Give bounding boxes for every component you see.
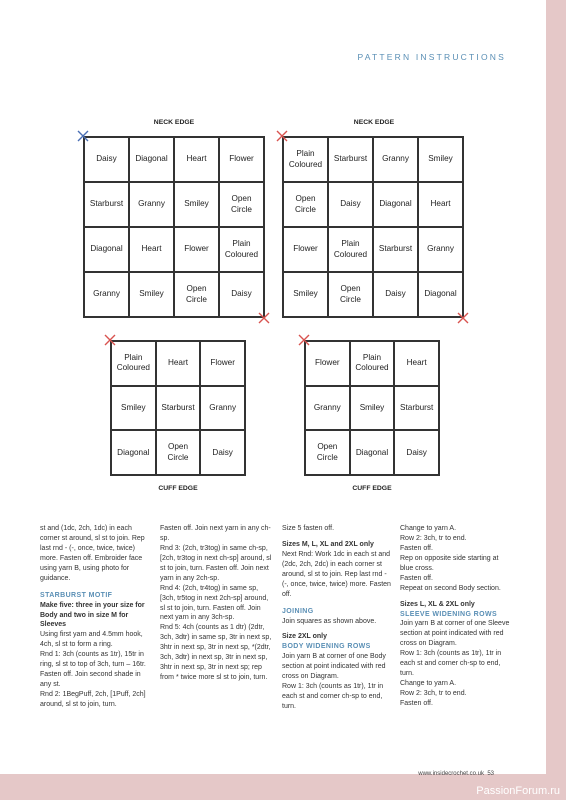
motif-cell: Daisy bbox=[200, 430, 245, 475]
instruction-heading: Make five: three in your size for Body and two in size M for Sleeves bbox=[40, 601, 145, 629]
motif-cell: Flower bbox=[305, 341, 350, 386]
instruction-paragraph: Size 5 fasten off. bbox=[282, 525, 335, 532]
motif-cell: Granny bbox=[418, 227, 463, 272]
instruction-heading: Size 2XL only bbox=[282, 633, 327, 641]
footer-url: www.insidecrochet.co.uk bbox=[418, 771, 484, 777]
motif-cell: Diagonal bbox=[84, 227, 129, 272]
motif-cell: Daisy bbox=[373, 272, 418, 317]
motif-cell: Diagonal bbox=[350, 430, 395, 475]
blue-cross-icon bbox=[77, 130, 89, 142]
section-title: PATTERN INSTRUCTIONS bbox=[357, 52, 506, 62]
instruction-paragraph: Next Rnd: Work 1dc in each st and (2dc, 2ch, 2dc) in each corner st around, sl st to join. Rep last rnd - (-, once, twice, twice) more. Fasten off. bbox=[282, 550, 391, 598]
instruction-heading: JOINING bbox=[282, 607, 314, 615]
instruction-paragraph: Fasten off. bbox=[400, 544, 433, 552]
instruction-paragraph: Join yarn B at corner of one Body section at point indicated with red cross on Diagram. bbox=[282, 653, 386, 681]
instruction-heading: BODY WIDENING ROWS bbox=[282, 643, 371, 651]
left-cuff-edge-label: CUFF EDGE bbox=[158, 485, 198, 492]
right-cuff-edge-label: CUFF EDGE bbox=[352, 485, 392, 492]
motif-cell: Open Circle bbox=[305, 430, 350, 475]
motif-cell: Open Circle bbox=[219, 182, 264, 227]
instruction-paragraph: Rep on opposite side starting at blue cross. bbox=[400, 554, 499, 572]
text-column-4 bbox=[400, 524, 512, 709]
text-column-3 bbox=[282, 524, 394, 712]
right-sleeve-diagram bbox=[304, 340, 440, 476]
left-body-diagram bbox=[83, 136, 265, 318]
motif-cell: Open Circle bbox=[156, 430, 201, 475]
motif-cell: Daisy bbox=[84, 137, 129, 182]
motif-cell: Starburst bbox=[156, 386, 201, 431]
text-column-2 bbox=[160, 524, 272, 683]
left-sleeve-diagram bbox=[110, 340, 246, 476]
motif-cell: Plain Coloured bbox=[328, 227, 373, 272]
page-footer bbox=[418, 771, 494, 777]
instruction-paragraph: Row 1: 3ch (counts as 1tr), 1tr in each st and corner ch-sp to end, turn. bbox=[282, 683, 384, 710]
instruction-paragraph: Change to yarn A. bbox=[400, 680, 457, 688]
motif-cell: Heart bbox=[156, 341, 201, 386]
motif-cell: Heart bbox=[174, 137, 219, 182]
instruction-paragraph: Join yarn B at corner of one Sleeve section at point indicated with red cross on Diagram. bbox=[400, 620, 510, 648]
instruction-heading: Sizes L, XL & 2XL only bbox=[400, 600, 475, 608]
motif-cell: Granny bbox=[200, 386, 245, 431]
motif-cell: Smiley bbox=[174, 182, 219, 227]
motif-cell: Smiley bbox=[129, 272, 174, 317]
motif-cell: Starburst bbox=[84, 182, 129, 227]
motif-cell: Granny bbox=[84, 272, 129, 317]
instruction-paragraph: Fasten off. bbox=[400, 699, 433, 707]
motif-cell: Plain Coloured bbox=[350, 341, 395, 386]
instruction-paragraph: st and (1dc, 2ch, 1dc) in each corner st around, sl st to join. Rep last rnd - (-, once, twice, twice) more. Fasten off. Embroider face using yarn B, using photo for guidance. bbox=[40, 525, 145, 582]
motif-cell: Flower bbox=[219, 137, 264, 182]
instruction-paragraph: Fasten off. Join second shade in any st. bbox=[40, 671, 141, 689]
instruction-paragraph: Fasten off. bbox=[400, 574, 433, 582]
motif-cell: Starburst bbox=[394, 386, 439, 431]
instruction-paragraph: Rnd 3: (2ch, tr3tog) in same ch-sp, [2ch, tr3tog in next ch-sp] around, sl st to join, turn. Fasten off. Join next yarn in any 2ch-sp. bbox=[160, 544, 272, 582]
right-body-diagram bbox=[282, 136, 464, 318]
motif-cell: Flower bbox=[174, 227, 219, 272]
instruction-paragraph: Fasten off. Join next yarn in any ch-sp. bbox=[160, 525, 271, 542]
red-cross-icon bbox=[276, 130, 288, 142]
motif-cell: Granny bbox=[129, 182, 174, 227]
instruction-heading: STARBURST MOTIF bbox=[40, 591, 113, 599]
motif-cell: Flower bbox=[283, 227, 328, 272]
motif-cell: Starburst bbox=[328, 137, 373, 182]
motif-cell: Daisy bbox=[328, 182, 373, 227]
red-cross-icon bbox=[104, 334, 116, 346]
instruction-paragraph: Row 2: 3ch, tr to end. bbox=[400, 534, 467, 542]
text-column-1 bbox=[40, 524, 152, 710]
instruction-heading: Sizes M, L, XL and 2XL only bbox=[282, 540, 374, 548]
motif-cell: Plain Coloured bbox=[111, 341, 156, 386]
motif-cell: Heart bbox=[129, 227, 174, 272]
instruction-paragraph: Join squares as shown above. bbox=[282, 617, 377, 625]
instruction-heading: SLEEVE WIDENING ROWS bbox=[400, 610, 498, 618]
motif-cell: Plain Coloured bbox=[283, 137, 328, 182]
instruction-paragraph: Using first yarn and 4.5mm hook, 4ch, sl st to form a ring. bbox=[40, 631, 143, 649]
red-cross-icon bbox=[258, 312, 270, 324]
instruction-paragraph: Rnd 4: (2ch, tr4tog) in same sp, [3ch, tr5tog in next 2ch-sp] around, sl st to join, turn. Fasten off. Join next yarn in any 3ch-sp. bbox=[160, 584, 269, 622]
motif-cell: Smiley bbox=[418, 137, 463, 182]
motif-cell: Starburst bbox=[373, 227, 418, 272]
watermark: PassionForum.ru bbox=[476, 785, 560, 797]
motif-cell: Heart bbox=[418, 182, 463, 227]
motif-cell: Open Circle bbox=[283, 182, 328, 227]
motif-cell: Daisy bbox=[394, 430, 439, 475]
motif-cell: Flower bbox=[200, 341, 245, 386]
instruction-paragraph: Change to yarn A. bbox=[400, 525, 457, 532]
motif-cell: Open Circle bbox=[328, 272, 373, 317]
motif-cell: Diagonal bbox=[418, 272, 463, 317]
page-number: 53 bbox=[487, 771, 494, 777]
motif-cell: Granny bbox=[373, 137, 418, 182]
motif-cell: Diagonal bbox=[129, 137, 174, 182]
red-cross-icon bbox=[457, 312, 469, 324]
motif-cell: Smiley bbox=[350, 386, 395, 431]
instruction-paragraph: Rnd 5: 4ch (counts as 1 dtr) (2dtr, 3ch, 3dtr) in same sp, 3tr in next sp, 3htr in next sp, 3tr in next sp, *(2dtr, 3ch, 3dtr) in next sp, 3tr in next sp, 3htr in next sp, 3tr in next sp; rep from * twice more sl st to join, turn. bbox=[160, 624, 272, 682]
motif-cell: Daisy bbox=[219, 272, 264, 317]
motif-cell: Smiley bbox=[283, 272, 328, 317]
instruction-paragraph: Rnd 1: 3ch (counts as 1tr), 15tr in ring, sl st to top of 3ch, turn – 16tr. bbox=[40, 651, 146, 669]
motif-cell: Plain Coloured bbox=[219, 227, 264, 272]
motif-cell: Open Circle bbox=[174, 272, 219, 317]
motif-cell: Diagonal bbox=[111, 430, 156, 475]
right-neck-edge-label: NECK EDGE bbox=[353, 119, 395, 126]
instruction-paragraph: Rnd 2: 1BegPuff, 2ch, [1Puff, 2ch] around, sl st to join, turn. bbox=[40, 691, 146, 708]
motif-cell: Granny bbox=[305, 386, 350, 431]
instruction-paragraph: Row 2: 3ch, tr to end. bbox=[400, 690, 467, 697]
instruction-paragraph: Row 1: 3ch (counts as 1tr), 1tr in each st and corner ch-sp to end, turn. bbox=[400, 650, 502, 678]
left-neck-edge-label: NECK EDGE bbox=[153, 119, 195, 126]
motif-cell: Smiley bbox=[111, 386, 156, 431]
red-cross-icon bbox=[298, 334, 310, 346]
motif-cell: Diagonal bbox=[373, 182, 418, 227]
instruction-paragraph: Repeat on second Body section. bbox=[400, 584, 501, 592]
motif-cell: Heart bbox=[394, 341, 439, 386]
